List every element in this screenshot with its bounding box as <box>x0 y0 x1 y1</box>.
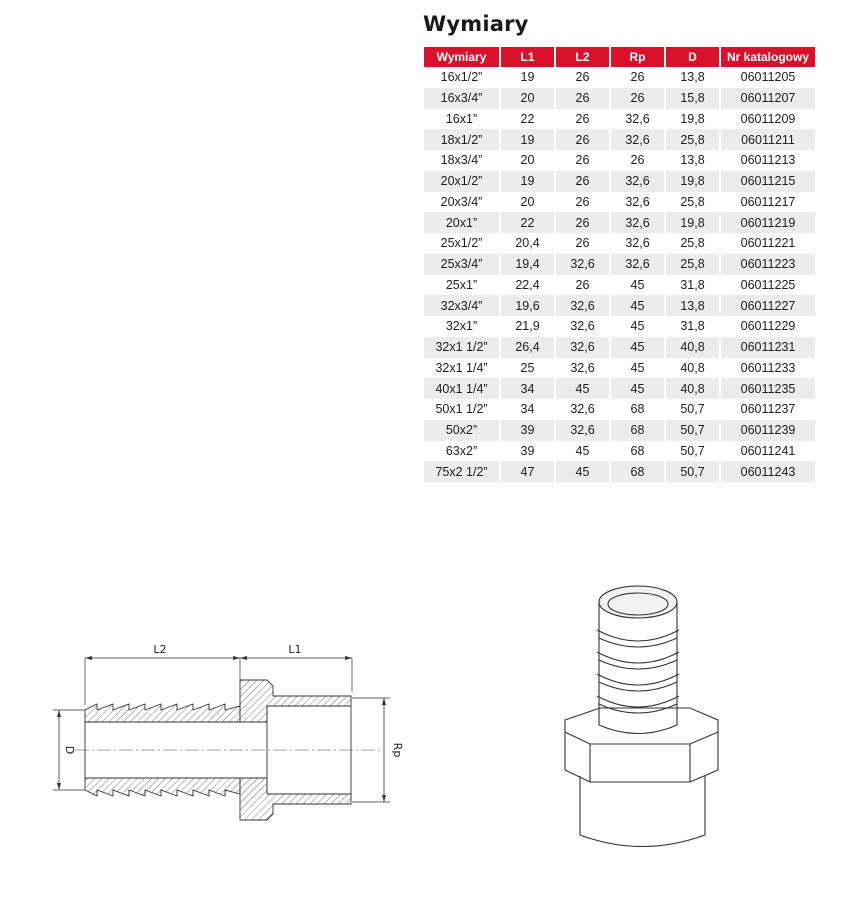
table-cell: 19 <box>520 70 535 85</box>
table-cell: 32,6 <box>625 194 650 209</box>
table-cell: 45 <box>575 443 590 458</box>
table-cell: 25x1” <box>445 277 478 292</box>
table-body <box>424 67 815 482</box>
table-cell: 32,6 <box>556 295 609 316</box>
table-cell: 40,8 <box>666 378 719 399</box>
table-cell: 06011211 <box>721 129 815 150</box>
technical-drawing <box>45 630 410 870</box>
table-cell: 19,8 <box>666 171 719 192</box>
table-cell: 32,6 <box>556 337 609 358</box>
table-cell: 06011219 <box>721 212 815 233</box>
table-cell: 06011229 <box>740 319 796 334</box>
table-cell: 20,4 <box>515 236 540 251</box>
table-cell: 63x2” <box>445 443 478 458</box>
table-cell: 32,6 <box>611 171 664 192</box>
table-cell: 06011233 <box>740 360 796 375</box>
table-cell: 50,7 <box>666 461 719 482</box>
table-cell: 26,4 <box>501 337 554 358</box>
table-cell: 16x3/4” <box>424 88 499 109</box>
column-header-catalog-number: Nr katalogowy <box>721 47 815 67</box>
table-row <box>424 316 815 337</box>
table-cell: 25,8 <box>666 254 719 275</box>
table-cell: 25,8 <box>666 129 719 150</box>
table-row <box>424 192 815 213</box>
table-row <box>424 295 815 316</box>
table-cell: 26 <box>556 171 609 192</box>
table-cell: 18x1/2” <box>424 129 499 150</box>
table-cell: 45 <box>611 378 664 399</box>
table-cell: 45 <box>611 337 664 358</box>
table-cell: 20x1” <box>424 212 499 233</box>
table-cell: 34 <box>520 402 535 417</box>
table-cell: 06011237 <box>740 402 796 417</box>
table-cell: 26 <box>575 111 590 126</box>
table-row <box>424 212 815 233</box>
table-cell: 45 <box>630 360 645 375</box>
table-cell: 32,6 <box>611 254 664 275</box>
table-cell: 19,6 <box>501 295 554 316</box>
column-header-d: D <box>666 47 719 67</box>
table-cell: 50,7 <box>680 443 705 458</box>
table-row <box>424 441 815 462</box>
table-cell: 06011239 <box>721 420 815 441</box>
table-cell: 26 <box>630 70 645 85</box>
table-cell: 06011225 <box>740 277 796 292</box>
table-cell: 50x1 1/2” <box>435 402 488 417</box>
table-cell: 32,6 <box>570 360 595 375</box>
table-cell: 19 <box>501 171 554 192</box>
table-cell: 45 <box>630 277 645 292</box>
table-cell: 22,4 <box>515 277 540 292</box>
table-cell: 68 <box>630 443 645 458</box>
table-cell: 26 <box>575 70 590 85</box>
table-row <box>424 420 815 441</box>
table-cell: 45 <box>556 461 609 482</box>
table-cell: 16x1/2” <box>440 70 483 85</box>
table-cell: 32x1” <box>445 319 478 334</box>
table-cell: 32,6 <box>570 319 595 334</box>
table-row <box>424 150 815 171</box>
table-cell: 26 <box>556 88 609 109</box>
table-cell: 31,8 <box>680 319 705 334</box>
table-cell: 06011205 <box>740 70 796 85</box>
table-cell: 26 <box>556 129 609 150</box>
column-header-rp: Rp <box>611 47 664 67</box>
table-row <box>424 88 815 109</box>
table-cell: 25 <box>520 360 535 375</box>
table-cell: 25x3/4” <box>424 254 499 275</box>
table-cell: 68 <box>611 420 664 441</box>
table-row <box>424 358 815 379</box>
table-cell: 40,8 <box>666 337 719 358</box>
table-cell: 19,8 <box>680 111 705 126</box>
table-cell: 06011217 <box>740 194 796 209</box>
table-cell: 20 <box>520 194 535 209</box>
table-cell: 50,7 <box>666 420 719 441</box>
table-cell: 32,6 <box>611 129 664 150</box>
dimension-l2 <box>85 643 240 705</box>
section-title: Wymiary <box>423 12 529 36</box>
table-cell: 26 <box>630 153 645 168</box>
table-cell: 25,8 <box>680 236 705 251</box>
table-cell: 06011215 <box>721 171 815 192</box>
table-row <box>424 399 815 420</box>
table-cell: 06011213 <box>740 153 796 168</box>
table-cell: 32,6 <box>625 236 650 251</box>
table-cell: 06011223 <box>721 254 815 275</box>
table-row <box>424 129 815 150</box>
table-cell: 06011235 <box>721 378 815 399</box>
table-cell: 45 <box>630 319 645 334</box>
table-row <box>424 254 815 275</box>
table-cell: 13,8 <box>666 295 719 316</box>
table-row <box>424 337 815 358</box>
table-cell: 50x2” <box>424 420 499 441</box>
fitting-3d-illustration <box>540 560 760 860</box>
table-cell: 25x1/2” <box>440 236 483 251</box>
table-cell: 40,8 <box>680 360 705 375</box>
table-row <box>424 378 815 399</box>
table-cell: 20 <box>501 88 554 109</box>
table-cell: 20x3/4” <box>440 194 483 209</box>
table-row <box>424 67 815 88</box>
column-header-l2: L2 <box>556 47 609 67</box>
table-row <box>424 233 815 254</box>
table-cell: 45 <box>556 378 609 399</box>
table-cell: 32x1 1/2” <box>424 337 499 358</box>
table-cell: 39 <box>520 443 535 458</box>
table-cell: 32,6 <box>570 402 595 417</box>
table-cell: 32,6 <box>556 420 609 441</box>
table-cell: 40x1 1/4” <box>424 378 499 399</box>
table-cell: 15,8 <box>666 88 719 109</box>
table-cell: 06011209 <box>740 111 796 126</box>
table-cell: 22 <box>501 212 554 233</box>
column-header-wymiary: Wymiary <box>424 47 499 67</box>
table-cell: 50,7 <box>680 402 705 417</box>
dimensions-table <box>422 47 817 482</box>
table-cell: 18x3/4” <box>440 153 483 168</box>
table-header-row <box>424 47 815 67</box>
table-cell: 26 <box>575 236 590 251</box>
table-cell: 34 <box>501 378 554 399</box>
table-cell: 32,6 <box>556 254 609 275</box>
table-cell: 06011221 <box>740 236 796 251</box>
table-row <box>424 109 815 130</box>
table-cell: 47 <box>501 461 554 482</box>
table-cell: 06011241 <box>740 443 796 458</box>
table-cell: 13,8 <box>680 70 705 85</box>
table-cell: 32,6 <box>611 212 664 233</box>
table-cell: 32,6 <box>625 111 650 126</box>
table-cell: 06011207 <box>721 88 815 109</box>
table-cell: 21,9 <box>515 319 540 334</box>
label-l2: L2 <box>153 643 167 656</box>
table-row <box>424 171 815 192</box>
table-cell: 06011231 <box>721 337 815 358</box>
table-cell: 68 <box>611 461 664 482</box>
table-cell: 32x3/4” <box>424 295 499 316</box>
table-cell: 20 <box>520 153 535 168</box>
table-cell: 26 <box>611 88 664 109</box>
table-cell: 13,8 <box>680 153 705 168</box>
table-cell: 75x2 1/2” <box>424 461 499 482</box>
table-cell: 22 <box>520 111 535 126</box>
table-cell: 19 <box>501 129 554 150</box>
table-cell: 26 <box>575 194 590 209</box>
table-row <box>424 275 815 296</box>
label-rp: Rp <box>391 742 404 758</box>
table-row <box>424 461 815 482</box>
table-cell: 39 <box>501 420 554 441</box>
label-d: D <box>63 745 76 755</box>
table-cell: 26 <box>575 153 590 168</box>
table-cell: 06011243 <box>721 461 815 482</box>
table-cell: 16x1” <box>445 111 478 126</box>
table-cell: 45 <box>611 295 664 316</box>
table-cell: 26 <box>556 212 609 233</box>
column-header-l1: L1 <box>501 47 554 67</box>
table-cell: 32x1 1/4” <box>435 360 488 375</box>
table-cell: 19,8 <box>666 212 719 233</box>
table-cell: 19,4 <box>501 254 554 275</box>
table-cell: 25,8 <box>680 194 705 209</box>
table-cell: 26 <box>575 277 590 292</box>
table-cell: 06011227 <box>721 295 815 316</box>
label-l1: L1 <box>288 643 302 656</box>
table-cell: 31,8 <box>680 277 705 292</box>
table-cell: 68 <box>630 402 645 417</box>
table-cell: 20x1/2” <box>424 171 499 192</box>
